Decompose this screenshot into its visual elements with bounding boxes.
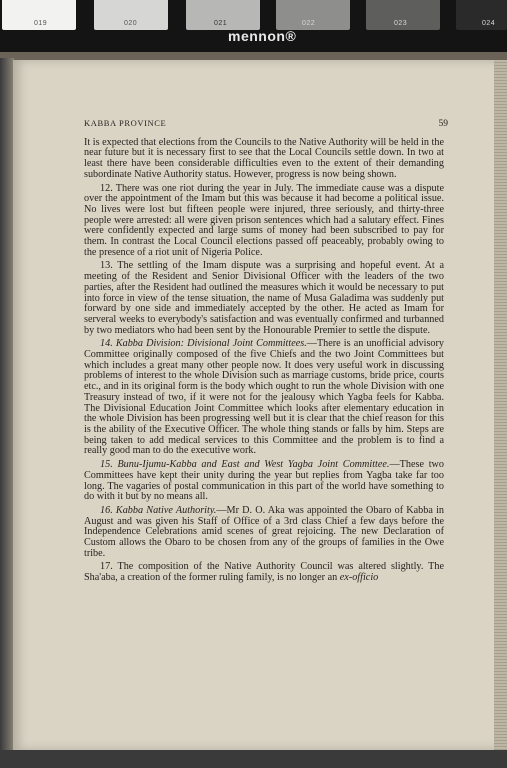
paragraph-heading: 14. Kabba Division: Divisional Joint Committees. [100, 338, 307, 350]
paragraph-text: It is expected that elections from the Councils to the Native Authority will be held in the near future but it is necessary first to see that the Local Councils settle down. In two at least there have been considerable difficulties even to the extent of their demanding subordinate Native Authority status. However, progress is now being shown. [84, 136, 444, 180]
paragraph-text: —These two Committees have kept their unity during the year but replies from Yagba take far too long. The vagaries of postal communication in this part of the world have something to do with it but by no means all. [84, 459, 444, 503]
paragraph-tail: ex-officio [339, 572, 379, 584]
brand-logo: mennon® [228, 28, 297, 44]
running-title: KABBA PROVINCE [84, 118, 167, 128]
calibration-label: 022 [302, 20, 316, 27]
paragraph [84, 138, 444, 181]
paragraph [84, 261, 444, 336]
paragraph-heading: 16. Kabba Native Authority. [100, 504, 217, 516]
paragraph [84, 184, 444, 259]
paragraph-text: 12. There was one riot during the year in July. The immediate cause was a dispute over the appointment of the Imam but this was because it had become a political issue. No lives were lost but fifteen people were injured, three seriously, and thirty-three people were arrested: all were given prison sentences which had a salutary effect. Fines were confidently expected and large sums of money had been subscribed to pay for them. In contrast the Local Council elections passed off peaceably, probably owing to the presence of a riot unit of Nigeria Police. [84, 182, 444, 258]
running-head [84, 118, 448, 130]
calibration-label: 021 [214, 20, 228, 27]
book-spine [0, 58, 14, 758]
page-number: 59 [438, 119, 448, 129]
bottom-shadow [0, 750, 507, 768]
paragraph-text: 13. The settling of the Imam dispute was a surprising and hopeful event. At a meeting of the Resident and Senior Divisional Officer with the leaders of the two parties, after the Resident had outlined the measures which it would be necessary to put into force in view of the tense situation, the name of Musa Galadima was suddenly put forward by one side and immediately accepted by the other. He acted as Imam for serveral weeks to everybody's satisfaction and was eventually confirmed and turbanned by two mediators who had been sent by the Honourable Premier to settle the dispute. [84, 260, 444, 336]
page-text [84, 118, 448, 587]
paragraph-text: 17. The composition of the Native Authority Council was altered slightly. The Sha'aba, a creation of the former ruling family, is no longer an [84, 561, 444, 584]
calibration-label: 020 [124, 20, 138, 27]
paragraph-text: —There is an unofficial advisory Committee originally composed of the five Chiefs and the two Joint Committees but which includes a great many other people now. It does very useful work in discussing problems of interest to the whole Division such as marriage customs, bride price, courts etc., and in its original form is the body which ought to run the whole Division with one Treasury instead of two, if it were not for the jealousy which Yagba feels for Kabba. The Divisional Education Joint Committee which looks after elementary education in the whole Division has been progressing well but it is clear that the chief reason for this is the ability of the Executive Officer. The whole thing stands or falls by him. Steps are being taken to add medical services to this Committee and the problem is to find a really good man to do the executive work. [84, 338, 444, 457]
calibration-label: 024 [482, 20, 496, 27]
paragraph-text: —Mr D. O. Aka was appointed the Obaro of Kabba in August and was given his Staff of Office of a 3rd class Chief a few days before the Independence Celebrations amid scenes of great rejoicing. The new Declaration of Custom allows the Obaro to be chosen from any of the groups of families in the Owe tribe. [84, 504, 444, 559]
color-calibration-strip [0, 0, 507, 58]
paragraph [84, 506, 444, 560]
paragraph [84, 460, 444, 503]
paragraph-heading: 15. Bunu-Ijumu-Kabba and East and West Yagba Joint Committee. [100, 459, 390, 471]
calibration-label: 023 [394, 20, 408, 27]
page-edge [494, 60, 507, 760]
paragraph [84, 562, 444, 583]
calibration-label: 019 [34, 20, 48, 27]
paragraph [84, 339, 444, 457]
